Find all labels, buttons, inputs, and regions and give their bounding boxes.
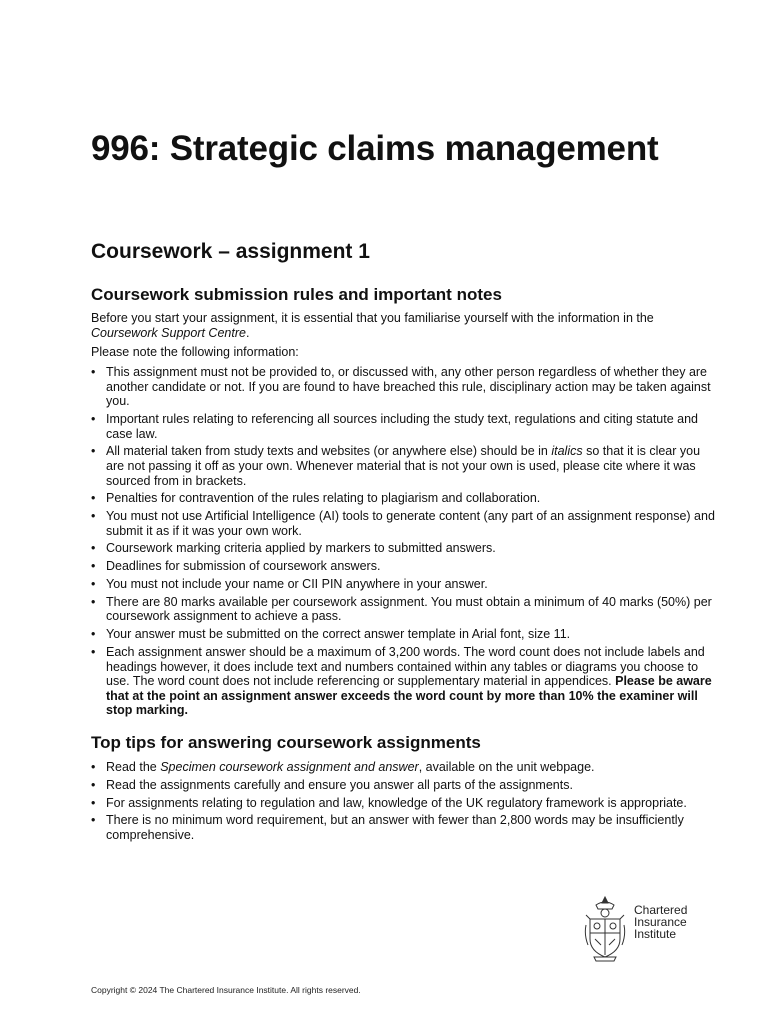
italics-item-italic: italics [551, 444, 583, 459]
wordcount-text: Each assignment answer should be a maximum of 3,200 words. The word count does not include labels and headings however, it does include text and numbers contained within any tables or diagrams you choose to use. The word count does not include referencing or supplementary material in appendices. [106, 644, 705, 689]
tip-text-before: Read the [106, 760, 161, 774]
page-title: 996: Strategic claims management [91, 129, 659, 168]
list-item: • This assignment must not be provided to, or discussed with, any other person regardless of whether they are another candidate or not. If you are found to have breached this rule, disciplinary action may be taken against you. [91, 365, 721, 409]
cii-logo [584, 895, 704, 963]
list-item: • Important rules relating to referencing all sources including the study text, regulations and citing statute and case law. [91, 412, 721, 441]
copyright-footer: Copyright © 2024 The Chartered Insurance Institute. All rights reserved. [91, 985, 361, 995]
rules-list [91, 365, 721, 721]
list-item: • There are 80 marks available per coursework assignment. You must obtain a minimum of 40 marks (50%) per coursework assignment to achieve a pass. [91, 595, 721, 624]
rules-heading: Coursework submission rules and important notes [91, 285, 502, 304]
tip-text-after: , available on the unit webpage. [418, 760, 595, 774]
cii-crest-icon [584, 895, 626, 963]
tips-heading: Top tips for answering coursework assignments [91, 733, 481, 752]
italics-item-after: so that it is clear you are not passing it off as your own. Whenever material that is not your own is used, please cite where it was sourced from in brackets. [106, 444, 701, 488]
logo-line: Chartered [634, 903, 688, 917]
list-item [91, 760, 721, 775]
intro-text-before: Before you start your assignment, it is essential that you familiarise yourself with the information in the [91, 311, 654, 325]
rules-intro [91, 311, 721, 365]
list-item [91, 444, 721, 488]
list-item: • Coursework marking criteria applied by markers to submitted answers. [91, 541, 721, 556]
intro-italic-link: Coursework Support Centre [91, 325, 246, 340]
list-item: • Penalties for contravention of the rules relating to plagiarism and collaboration. [91, 491, 721, 506]
intro-text-after: . [245, 325, 250, 340]
list-item: • You must not use Artificial Intelligence (AI) tools to generate content (any part of an assignment response) and submit it as if it was your own work. [91, 509, 721, 538]
wordcount-warning: Please be aware that at the point an assignment answer exceeds the word count by more than 10% the examiner will stop marking. [106, 674, 712, 718]
logo-line: Insurance [634, 915, 687, 929]
intro-paragraph [91, 311, 721, 340]
list-item: • Deadlines for submission of coursework answers. [91, 559, 721, 574]
list-item [91, 645, 721, 718]
list-item: • Your answer must be submitted on the correct answer template in Arial font, size 11. [91, 627, 721, 642]
list-item: • For assignments relating to regulation and law, knowledge of the UK regulatory framework is appropriate. [91, 796, 721, 811]
page-subtitle: Coursework – assignment 1 [91, 240, 370, 263]
intro-note: Please note the following information: [91, 345, 299, 360]
list-item: • Read the assignments carefully and ensure you answer all parts of the assignments. [91, 778, 721, 793]
list-item: • There is no minimum word requirement, but an answer with fewer than 2,800 words may be insufficiently comprehensive. [91, 813, 721, 842]
logo-line: Institute [634, 927, 677, 941]
list-item: • You must not include your name or CII PIN anywhere in your answer. [91, 577, 721, 592]
italics-item-before: All material taken from study texts and websites (or anywhere else) should be in [106, 444, 552, 459]
tips-list [91, 760, 721, 846]
logo-wordmark [634, 904, 687, 940]
tip-italic: Specimen coursework assignment and answer [160, 760, 419, 774]
